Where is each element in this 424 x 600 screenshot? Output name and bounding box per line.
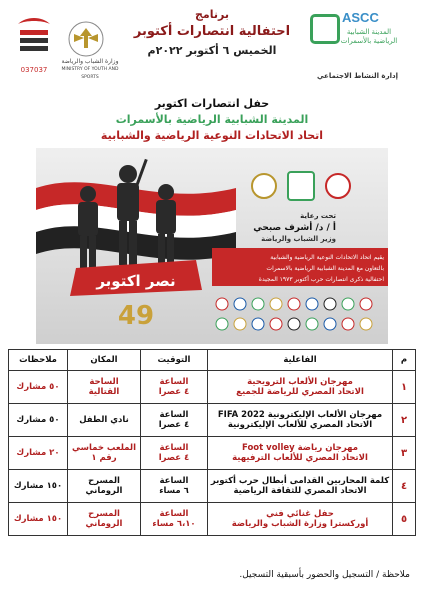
row-notes: ٥٠ مشارك (9, 404, 68, 437)
row-notes: ١٥٠ مشارك (9, 470, 68, 503)
eagle-emblem-icon (66, 20, 106, 58)
table-row (9, 470, 416, 503)
row-time: الساعة ٤ عصرا (141, 371, 208, 404)
victory-number: 49 (117, 301, 155, 331)
row-num: ١ (393, 371, 416, 404)
row-activity: كلمة المحاربين القدامى أبطال حرب أكتوبر الاتحاد المصري للثقافة الرياضية (208, 470, 393, 503)
brand-mark-icon (12, 14, 56, 78)
organizer-2: اتحاد الاتحادات النوعية الرياضية والشبابية (100, 129, 324, 142)
row-place: الملعب خماسي رقم ١ (68, 437, 141, 470)
minister-name: أ / د/ أشرف صبحي (253, 223, 336, 233)
ministry-name-en: MINISTRY OF YOUTH AND SPORTS (61, 67, 119, 80)
announcement-line3: احتفالية ذكرى انتصارات حرب أكتوبر ١٩٧٣ المجيدة (258, 276, 384, 283)
event-date: الخميس ٦ أكتوبر ٢٠٢٢م (147, 44, 277, 57)
department-label: إدارة النشاط الاجتماعي (316, 72, 398, 80)
row-notes: ٥٠ مشارك (9, 371, 68, 404)
row-num: ٣ (393, 437, 416, 470)
row-activity: مهرجان الألعاب الإليكترونية FIFA 2022 الاتحاد المصري للألعاب الإليكترونية (208, 404, 393, 437)
footer-note: ملاحظة / التسجيل والحضور بأسبقية التسجيل. (239, 570, 410, 580)
row-time: الساعة ٤ عصرا (141, 404, 208, 437)
section-title: حفل انتصارات اكتوبر (154, 97, 270, 110)
row-time: الساعة ٦،١٠ مساء (141, 503, 208, 536)
header-notes: ملاحظات (9, 350, 68, 371)
row-time: الساعة ٦ مساء (141, 470, 208, 503)
row-time: الساعة ٤ عصرا (141, 437, 208, 470)
row-activity: مهرجان رياضة Foot volley الاتحاد المصري للألعاب الترفيهية (208, 437, 393, 470)
announcement-line1: يقيم اتحاد الاتحادات النوعية الرياضية والشبابية (270, 254, 384, 261)
patronage-label: تحت رعاية (300, 212, 336, 220)
partner-logo-icon (252, 174, 276, 198)
header-num: م (393, 350, 416, 371)
table-header-row (9, 350, 416, 371)
union-logo-icon (326, 174, 350, 198)
ascc-subtitle (328, 28, 410, 46)
table-row (9, 503, 416, 536)
table-row (9, 437, 416, 470)
ascc-badge-icon (288, 172, 314, 200)
ministry-logo (12, 14, 122, 78)
table-row (9, 371, 416, 404)
ministry-name (60, 58, 120, 82)
ministry-name-ar: وزارة الشباب والرياضة (61, 58, 119, 65)
row-place: المسرح الروماني (68, 470, 141, 503)
row-place: المسرح الروماني (68, 503, 141, 536)
ascc-subtitle-line1: المدينة الشبابية (346, 28, 392, 36)
ascc-subtitle-line2: الرياضية بالأسمرات (340, 37, 398, 45)
event-banner (36, 148, 388, 344)
table-row (9, 404, 416, 437)
ministry-code: 037037 (20, 66, 48, 74)
event-title: احتفالية انتصارات أكتوبر (133, 24, 291, 39)
schedule-table (8, 349, 416, 536)
banner-artwork (36, 148, 388, 344)
row-place: الساحة القتالية (68, 371, 141, 404)
header-activity: الفاعلية (208, 350, 393, 371)
row-num: ٢ (393, 404, 416, 437)
announcement-line2: بالتعاون مع المدينة الشبابية الرياضية بالاسمرات (266, 265, 384, 272)
victory-text: نصر اكتوبر (96, 272, 176, 290)
organizer-1: المدينة الشبابية الرياضية بالأسمرات (115, 113, 309, 126)
header-place: المكان (68, 350, 141, 371)
row-activity: مهرجان الألعاب الترويحية الاتحاد المصري للرياضة للجميع (208, 371, 393, 404)
program-label: برنامج (195, 8, 229, 21)
row-num: ٤ (393, 470, 416, 503)
row-notes: ١٥٠ مشارك (9, 503, 68, 536)
ascc-logo (310, 10, 410, 80)
header-time: التوقيت (141, 350, 208, 371)
ascc-brand: ASCC (342, 10, 379, 25)
row-activity: حفل غنائي فني أوركسترا وزارة الشباب والرياضة (208, 503, 393, 536)
minister-title: وزير الشباب والرياضة (261, 235, 336, 243)
row-num: ٥ (393, 503, 416, 536)
row-place: نادي الطفل (68, 404, 141, 437)
row-notes: ٢٠ مشارك (9, 437, 68, 470)
